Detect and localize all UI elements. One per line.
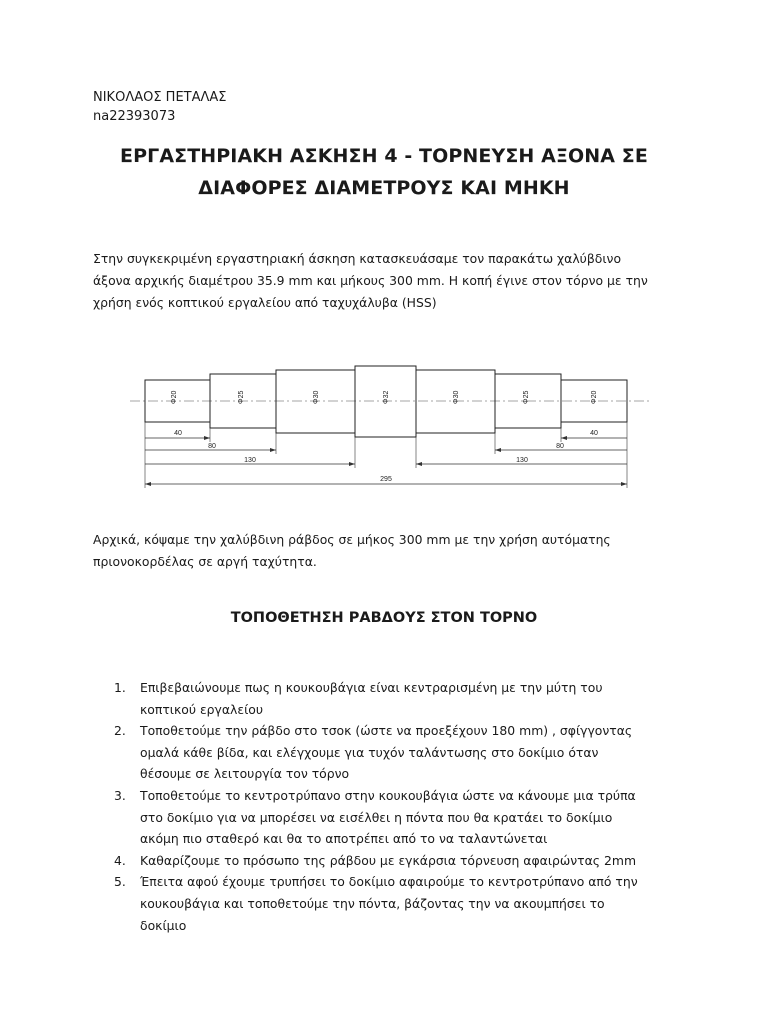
section-title: ΤΟΠΟΘΕΤΗΣΗ ΡΑΒΔΟΥΣ ΣΤΟΝ ΤΟΡΝΟ [230,610,538,626]
diameter-label-4: Φ32 [383,390,390,404]
dim-left-40: 40 [174,430,182,437]
title-line-1: ΕΡΓΑΣΤΗΡΙΑΚΗ ΑΣΚΗΣΗ 4 - ΤΟΡΝΕΥΣΗ ΑΞΟΝΑ ΣΕ [120,145,648,167]
step-line: θέσουμε σε λειτουργία τον τόρνο [140,766,350,782]
step-line: Τοποθετούμε την ράβδο στο τσοκ (ώστε να προεξέχουν 180 mm) , σφίγγοντας [140,723,633,739]
step-line: Έπειτα αφού έχουμε τρυπήσει το δοκίμιο αφαιρούμε το κεντροτρύπανο από την [140,874,638,890]
author-name: ΝΙΚΟΛΑΟΣ ΠΕΤΑΛΑΣ [93,90,227,105]
cutting-paragraph [93,529,693,573]
step-line: κοπτικού εργαλείου [140,701,264,717]
title-line-2: ΔΙΑΦΟΡΕΣ ΔΙΑΜΕΤΡΟΥΣ ΚΑΙ ΜΗΚΗ [198,177,570,199]
author-id: na22393073 [93,109,176,124]
dim-total: 295 [380,476,392,483]
cutting-line-1: Αρχικά, κόψαμε την χαλύβδινη ράβδος σε μήκος 300 mm με την χρήση αυτόματης [93,532,611,547]
step-number: 3. [114,787,126,803]
step-line: Τοποθετούμε το κεντροτρύπανο στην κουκουβάγια ώστε να κάνουμε μια τρύπα [140,787,636,803]
list-item [110,677,700,720]
list-item [110,785,700,850]
diameter-label-7: Φ20 [591,390,598,404]
step-number: 2. [114,723,126,739]
list-item [110,850,700,872]
diameter-label-3: Φ30 [313,390,320,404]
diameter-label-1: Φ20 [171,390,178,404]
diameter-label-5: Φ30 [453,390,460,404]
list-item [110,871,700,936]
step-line: ομαλά κάθε βίδα, και ελέγχουμε για τυχόν ταλάντωσης στο δοκίμιο όταν [140,744,599,760]
steps-list [110,677,700,936]
cutting-line-2: πριονοκορδέλας σε αργή ταχύτητα. [93,554,317,569]
intro-paragraph [93,248,693,314]
list-item [110,720,700,785]
dim-right-80: 80 [556,443,564,450]
step-line: στο δοκίμιο για να μπορέσει να εισέλθει η πόντα που θα κρατάει το δοκίμιο [140,809,613,825]
step-number: 1. [114,680,126,695]
intro-line-3: χρήση ενός κοπτικού εργαλείου από ταχυχάλυβα (HSS) [93,295,437,310]
intro-line-2: άξονα αρχικής διαμέτρου 35.9 mm και μήκους 300 mm. Η κοπή έγινε στον τόρνο με την [93,273,648,288]
document-title [60,140,708,204]
step-line: δοκίμιο [140,917,187,933]
intro-line-1: Στην συγκεκριμένη εργαστηριακή άσκηση κατασκευάσαμε τον παρακάτω χαλύβδινο [93,251,622,266]
step-number: 4. [114,852,126,868]
dim-left-130: 130 [244,457,256,464]
step-number: 5. [114,874,126,890]
diameter-label-2: Φ25 [238,390,245,404]
dim-right-40: 40 [590,430,598,437]
step-line: ακόμη πιο σταθερό και θα το αποτρέπει από το να ταλαντώνεται [140,831,548,847]
step-line: Επιβεβαιώνουμε πως η κουκουβάγια είναι κεντραρισμένη με την μύτη του [140,680,603,695]
shaft-technical-drawing [130,358,650,498]
dim-right-130: 130 [516,457,528,464]
dim-left-80: 80 [208,443,216,450]
step-line: κουκουβάγια και τοποθετούμε την πόντα, βάζοντας την να ακουμπήσει το [140,895,605,911]
author-block [93,88,227,126]
step-line: Καθαρίζουμε το πρόσωπο της ράβδου με εγκάρσια τόρνευση αφαιρώντας 2mm [140,852,637,868]
diameter-label-6: Φ25 [523,390,530,404]
